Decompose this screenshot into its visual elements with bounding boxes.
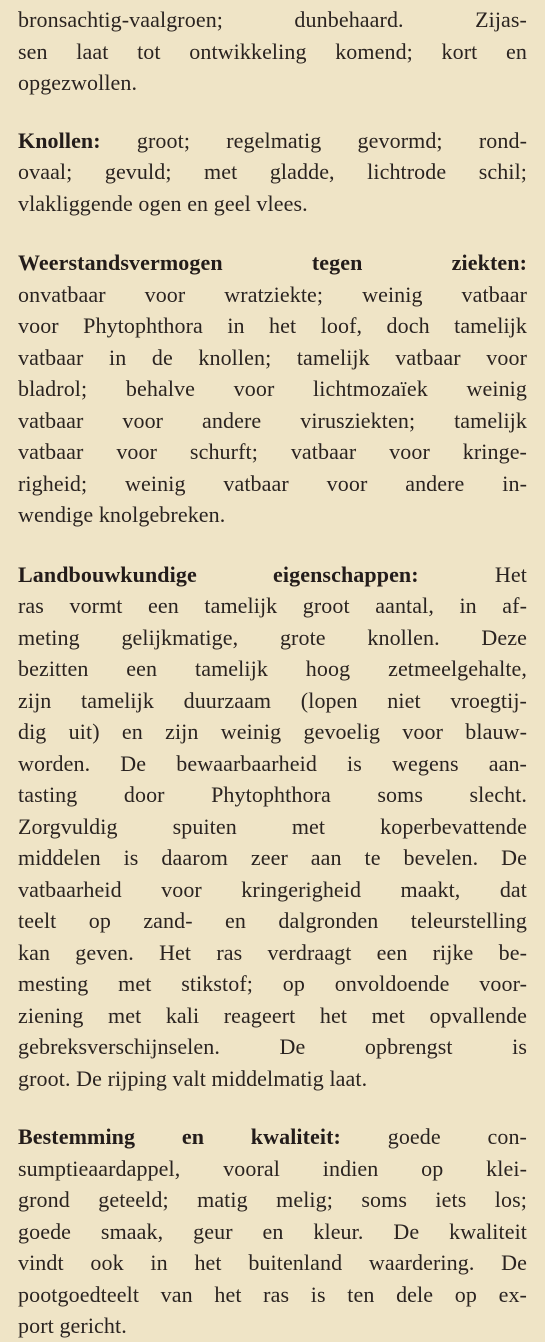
text-line: bezitten een tamelijk hoog zetmeelgehalte, (18, 656, 527, 681)
text-line: vindt ook in het buitenland waardering. De (18, 1250, 527, 1275)
section-heading-knollen: Knollen: (18, 127, 101, 153)
text-line: pootgoedteelt van het ras is ten dele op ex- (18, 1281, 527, 1307)
text-line: port gericht. (18, 1313, 127, 1338)
text-line: opgezwollen. (18, 70, 138, 95)
text-line: dig uit) en zijn weinig gevoelig voor blauw- (18, 719, 527, 744)
section-heading-bestemming: Bestemming en kwaliteit: (18, 1124, 341, 1149)
text-line: wendige knolgebreken. (18, 502, 226, 527)
text-line: ras vormt een tamelijk groot aantal, in af- (18, 593, 527, 618)
text-line: righeid; weinig vatbaar voor andere in- (18, 470, 527, 496)
text-line: mesting met stikstof; op onvoldoende voor- (18, 971, 527, 996)
text-line: goede smaak, geur en kleur. De kwaliteit (18, 1218, 527, 1244)
section-heading-landbouwkundige: Landbouwkundige eigenschappen: (18, 561, 419, 587)
text-line: kan geven. Het ras verdraagt een rijke be- (18, 939, 527, 965)
text-line: vatbaar voor schurft; vatbaar voor kringe- (18, 439, 527, 464)
text-line (18, 1121, 527, 1153)
text-line: sumptieaardappel, vooral indien op klei- (18, 1155, 527, 1181)
text-line (18, 125, 527, 157)
text-line: vatbaar voor andere virusziekten; tamelijk (18, 407, 527, 433)
text-line: zijn tamelijk duurzaam (lopen niet vroegtij- (18, 687, 527, 713)
text-line (18, 559, 527, 591)
text-line: bronsachtig-vaalgroen; dunbehaard. Zijas- (18, 7, 527, 32)
text-line: voor Phytophthora in het loof, doch tamelijk (18, 313, 527, 338)
text-line: bladrol; behalve voor lichtmozaïek weinig (18, 376, 527, 401)
section-heading-weerstandsvermogen: Weerstandsvermogen tegen ziekten: (18, 250, 527, 275)
paragraph-continuation (18, 4, 527, 99)
text-line (18, 247, 527, 279)
text-line: middelen is daarom zeer aan te bevelen. De (18, 845, 527, 870)
paragraph-knollen (18, 125, 527, 220)
text-line: teelt op zand- en dalgronden teleurstelling (18, 908, 527, 933)
text-run: goede con- (340, 1124, 527, 1149)
text-line: sen laat tot ontwikkeling komend; kort en (18, 38, 527, 64)
text-line: ziening met kali reageert het met opvallende (18, 1002, 527, 1028)
text-line: onvatbaar voor wratziekte; weinig vatbaar (18, 281, 527, 307)
text-line: vatbaarheid voor kringerigheid maakt, dat (18, 876, 527, 902)
text-line: worden. De bewaarbaarheid is wegens aan- (18, 750, 527, 776)
text-line: grond geteeld; matig melig; soms iets los; (18, 1187, 527, 1212)
text-run: groot; regelmatig gevormd; rond- (100, 127, 527, 153)
text-line: tasting door Phytophthora soms slecht. (18, 782, 527, 807)
text-line: groot. De rijping valt middelmatig laat. (18, 1065, 368, 1091)
text-line: meting gelijkmatige, grote knollen. Deze (18, 624, 527, 650)
text-line: Zorgvuldig spuiten met koperbevattende (18, 813, 527, 839)
paragraph-bestemming-en-kwaliteit (18, 1121, 527, 1342)
text-line: vatbaar in de knollen; tamelijk vatbaar voor (18, 344, 527, 370)
paragraph-landbouwkundige-eigenschappen (18, 559, 527, 1095)
text-line: ovaal; gevuld; met gladde, lichtrode schil; (18, 159, 527, 184)
text-line: gebreksverschijnselen. De opbrengst is (18, 1034, 527, 1059)
text-line: vlakliggende ogen en geel vlees. (18, 190, 308, 216)
text-run: Het (418, 561, 527, 587)
paragraph-weerstandsvermogen (18, 247, 527, 531)
